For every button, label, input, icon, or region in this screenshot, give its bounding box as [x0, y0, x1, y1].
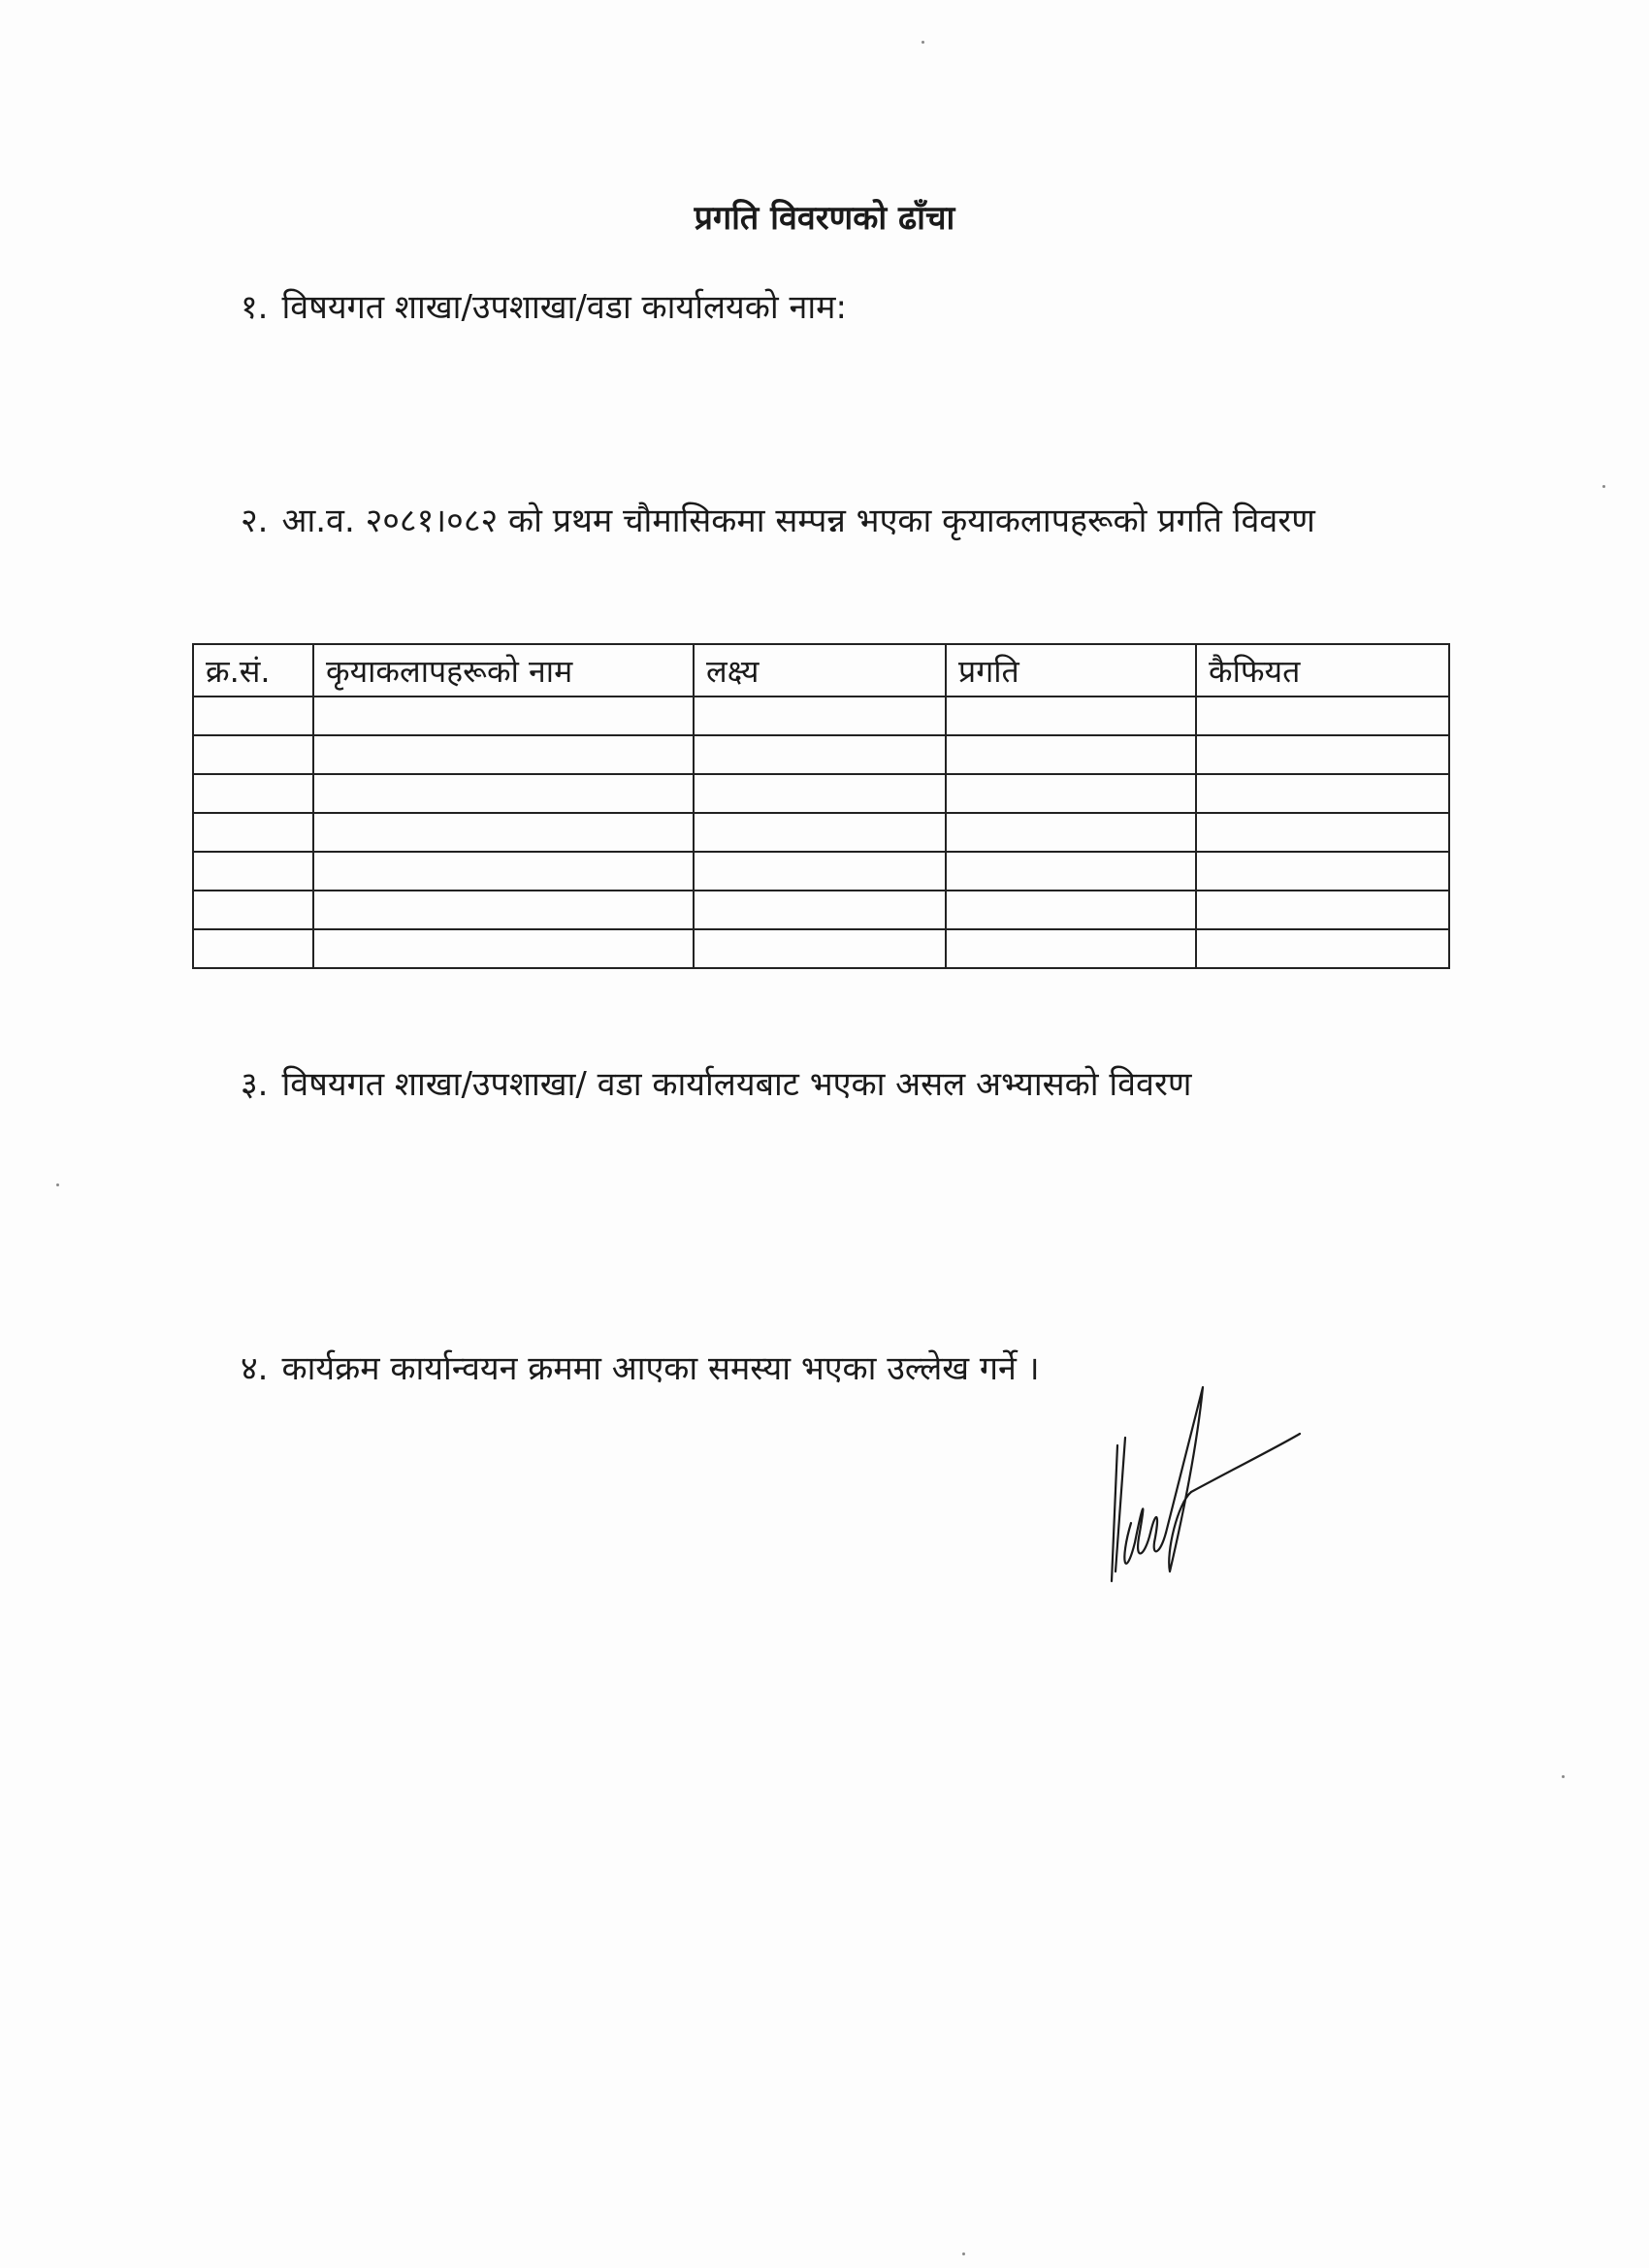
table-row	[193, 774, 1449, 813]
header-progress: प्रगति	[946, 644, 1196, 697]
header-serial-number: क्र.सं.	[193, 644, 313, 697]
header-target: लक्ष्य	[694, 644, 946, 697]
table-cell	[193, 774, 313, 813]
section-3-good-practices	[241, 1060, 1191, 1105]
progress-table	[192, 643, 1450, 969]
table-cell	[313, 774, 694, 813]
table-row	[193, 735, 1449, 774]
table-cell	[694, 697, 946, 735]
document-title: प्रगति विवरणको ढाँचा	[694, 199, 955, 238]
section-4-problems	[241, 1345, 1040, 1389]
table-cell	[1196, 813, 1449, 852]
table-cell	[193, 852, 313, 891]
table-cell	[1196, 852, 1449, 891]
table-cell	[313, 697, 694, 735]
table-cell	[1196, 697, 1449, 735]
table-cell	[1196, 929, 1449, 968]
section-2-progress-details	[241, 497, 1315, 541]
table-cell	[193, 735, 313, 774]
scan-speck	[962, 2252, 965, 2255]
header-remarks: कैफियत	[1196, 644, 1449, 697]
table-cell	[313, 891, 694, 929]
table-cell	[313, 735, 694, 774]
table-cell	[193, 929, 313, 968]
table-cell	[946, 697, 1196, 735]
scan-speck	[56, 1183, 59, 1186]
table-cell	[313, 929, 694, 968]
section-number: ४.	[241, 1349, 269, 1388]
table-cell	[193, 891, 313, 929]
scan-speck	[922, 41, 924, 44]
section-text: विषयगत शाखा/उपशाखा/वडा कार्यालयको नाम:	[281, 288, 847, 327]
section-number: १.	[241, 288, 269, 327]
table-cell	[313, 852, 694, 891]
section-number: २.	[241, 502, 269, 540]
table-row	[193, 891, 1449, 929]
section-1-office-name	[241, 283, 847, 328]
scan-speck	[1602, 485, 1605, 488]
handwritten-signature	[1096, 1377, 1310, 1591]
section-text: कार्यक्रम कार्यान्वयन क्रममा आएका समस्या भएका उल्लेख गर्ने ।	[281, 1349, 1040, 1388]
table-cell	[1196, 735, 1449, 774]
table-cell	[946, 929, 1196, 968]
table-cell	[193, 813, 313, 852]
table-row	[193, 852, 1449, 891]
table-cell	[694, 929, 946, 968]
table-cell	[694, 735, 946, 774]
table-cell	[946, 774, 1196, 813]
table-row	[193, 929, 1449, 968]
table-header-row	[193, 644, 1449, 697]
table-cell	[193, 697, 313, 735]
table-cell	[694, 852, 946, 891]
table-cell	[946, 852, 1196, 891]
table-cell	[694, 891, 946, 929]
table-cell	[1196, 774, 1449, 813]
table-cell	[313, 813, 694, 852]
section-number: ३.	[241, 1065, 269, 1104]
section-text: आ.व. २०८१।०८२ को प्रथम चौमासिकमा सम्पन्न भएका कृयाकलापहरूको प्रगति विवरण	[281, 502, 1315, 540]
table-row	[193, 697, 1449, 735]
table-cell	[946, 891, 1196, 929]
table-cell	[946, 735, 1196, 774]
table-row	[193, 813, 1449, 852]
scan-speck	[1562, 1775, 1565, 1778]
table-cell	[1196, 891, 1449, 929]
header-activity-name: कृयाकलापहरूको नाम	[313, 644, 694, 697]
table-cell	[694, 813, 946, 852]
table-cell	[694, 774, 946, 813]
table-cell	[946, 813, 1196, 852]
section-text: विषयगत शाखा/उपशाखा/ वडा कार्यालयबाट भएका असल अभ्यासको विवरण	[281, 1065, 1192, 1104]
